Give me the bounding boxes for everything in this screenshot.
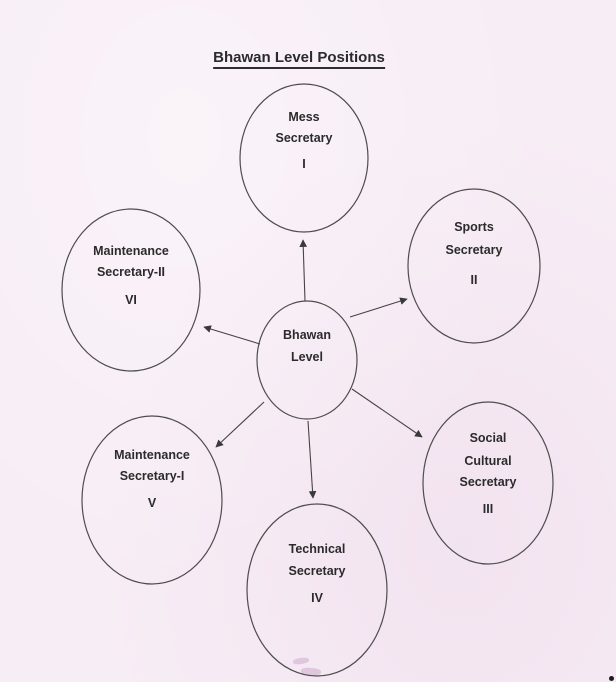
- node-bhawan-level: [257, 301, 357, 419]
- node-technical-secretary: [247, 504, 387, 676]
- node-label-line: Cultural: [464, 454, 512, 468]
- node-label-line: Secretary-II: [96, 265, 166, 279]
- node-numeral: III: [482, 502, 494, 516]
- node-label-line: Maintenance: [93, 244, 169, 258]
- center-label-line: Level: [291, 350, 323, 364]
- arrow-to-technical-secretary: [308, 421, 313, 498]
- node-label-line: Social: [469, 431, 507, 445]
- node-label-line: Sports: [454, 220, 494, 234]
- node-numeral: II: [470, 273, 478, 287]
- node-label-line: Mess: [288, 110, 320, 124]
- node-label-line: Secretary: [445, 243, 503, 257]
- node-numeral: I: [302, 157, 306, 171]
- node-label-line: Secretary-I: [119, 469, 185, 483]
- arrow-to-social-cultural-secretary: [352, 389, 422, 437]
- arrow-to-maintenance-secretary-2: [204, 327, 260, 344]
- node-mess-secretary: [240, 84, 368, 232]
- scan-speck: [609, 676, 614, 681]
- node-label-line: Maintenance: [114, 448, 190, 462]
- arrow-to-maintenance-secretary-1: [216, 402, 264, 447]
- node-numeral: IV: [311, 591, 323, 605]
- node-label-line: Technical: [288, 542, 346, 556]
- node-social-cultural-secretary: [423, 402, 553, 564]
- node-label-line: Secretary: [288, 564, 346, 578]
- node-numeral: V: [147, 496, 157, 510]
- node-maintenance-secretary-1: [82, 416, 222, 584]
- arrow-to-sports-secretary: [350, 299, 407, 317]
- node-sports-secretary: [408, 189, 540, 343]
- node-ellipse: [408, 189, 540, 343]
- center-label-line: Bhawan: [283, 328, 331, 342]
- node-ellipse: [62, 209, 200, 371]
- node-ellipse: [247, 504, 387, 676]
- node-label-line: Secretary: [275, 131, 333, 145]
- connector-arrows: [204, 240, 422, 498]
- arrow-to-mess-secretary: [303, 240, 305, 301]
- page-title: Bhawan Level Positions: [213, 49, 385, 69]
- node-label-line: Secretary: [459, 475, 517, 489]
- node-numeral: VI: [125, 293, 137, 307]
- node-maintenance-secretary-2: [62, 209, 200, 371]
